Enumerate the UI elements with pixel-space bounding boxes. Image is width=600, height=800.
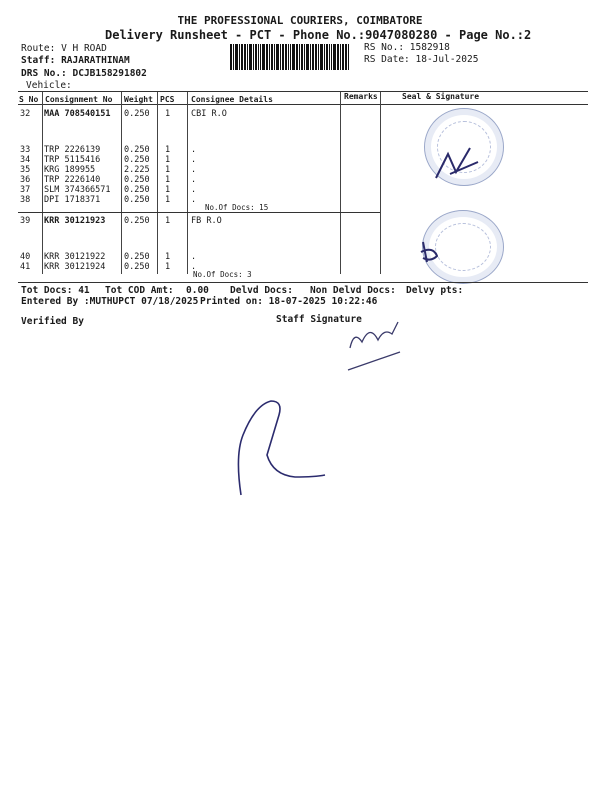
row-consignment: TRP 2226139 <box>44 145 101 155</box>
row-pcs: 1 <box>165 145 171 155</box>
rs-no-label: RS No.: <box>364 42 405 53</box>
row-consignee: FB R.O <box>191 216 222 226</box>
row-sno: 32 <box>20 109 31 119</box>
row-sno: 34 <box>20 155 31 165</box>
row-pcs: 1 <box>165 262 171 272</box>
col-sep-1 <box>42 92 43 274</box>
row-consignee: . <box>191 185 197 195</box>
row-weight: 0.250 <box>124 185 150 195</box>
col-consignee: Consignee Details <box>191 95 273 104</box>
col-weight: Weight <box>124 95 153 104</box>
row-consignee: . <box>191 145 197 155</box>
col-sep-4 <box>187 92 188 274</box>
row-pcs: 1 <box>165 216 171 226</box>
group-separator <box>18 212 380 213</box>
row-consignment: KRG 189955 <box>44 165 96 175</box>
totals-top-rule <box>18 282 588 283</box>
row-weight: 0.250 <box>124 216 150 226</box>
row-consignment: TRP 2226140 <box>44 175 101 185</box>
row-consignee: CBI R.O <box>191 109 227 119</box>
row-consignee: . <box>191 252 197 262</box>
row-pcs: 1 <box>165 109 171 119</box>
delivery-points: Delvy pts: <box>406 285 464 296</box>
row-consignee: . <box>191 155 197 165</box>
header-bottom-rule <box>18 104 588 105</box>
row-sno: 41 <box>20 262 31 272</box>
route-value: V H ROAD <box>61 43 107 54</box>
total-docs: Tot Docs: 41 <box>21 285 90 296</box>
rs-no-line <box>364 42 450 53</box>
row-sno: 35 <box>20 165 31 175</box>
rs-date-label: RS Date: <box>364 54 410 65</box>
drs-label: DRS No.: <box>21 68 67 79</box>
row-consignment: KRR 30121924 <box>44 262 106 272</box>
row-sno: 37 <box>20 185 31 195</box>
table-top-rule <box>18 91 588 92</box>
row-consignment: DPI 1718371 <box>44 195 101 205</box>
col-sep-2 <box>121 92 122 274</box>
row-pcs: 1 <box>165 252 171 262</box>
col-sep-6 <box>380 92 381 274</box>
row-weight: 0.250 <box>124 145 150 155</box>
staff-signature-mark <box>340 312 410 374</box>
row-consignment: TRP 5115416 <box>44 155 101 165</box>
row-pcs: 1 <box>165 175 171 185</box>
verified-by: Verified By <box>21 316 84 327</box>
row-consignment: KRR 30121922 <box>44 252 106 262</box>
barcode <box>230 44 355 70</box>
row-weight: 0.250 <box>124 252 150 262</box>
row-pcs: 1 <box>165 155 171 165</box>
row-pcs: 1 <box>165 165 171 175</box>
row-consignee: . <box>191 165 197 175</box>
row-weight: 0.250 <box>124 109 150 119</box>
col-remarks: Remarks <box>344 92 378 101</box>
row-weight: 0.250 <box>124 155 150 165</box>
row-weight: 0.250 <box>124 262 150 272</box>
group-docs-count: No.Of Docs: 15 <box>205 203 269 212</box>
printed-on: Printed on: 18-07-2025 10:22:46 <box>200 296 378 307</box>
row-pcs: 1 <box>165 185 171 195</box>
col-sep-3 <box>157 92 158 274</box>
row-sno: 38 <box>20 195 31 205</box>
row-consignment: SLM 374366571 <box>44 185 111 195</box>
row-sno: 39 <box>20 216 31 226</box>
row-weight: 0.250 <box>124 195 150 205</box>
company-name: THE PROFESSIONAL COURIERS, COIMBATORE <box>177 14 423 27</box>
row-consignment: MAA 708540151 <box>44 109 111 119</box>
signature-mark <box>415 238 455 268</box>
row-consignment: KRR 30121923 <box>44 216 106 226</box>
staff-signature-label: Staff Signature <box>276 314 362 325</box>
row-sno: 33 <box>20 145 31 155</box>
rs-no-value: 1582918 <box>409 42 450 53</box>
row-weight: 0.250 <box>124 175 150 185</box>
row-sno: 36 <box>20 175 31 185</box>
handwritten-signature <box>225 395 335 505</box>
staff-label: Staff: <box>21 55 56 66</box>
drs-line <box>21 68 147 79</box>
row-consignee: . <box>191 195 197 205</box>
staff-value: RAJARATHINAM <box>61 55 130 66</box>
row-pcs: 1 <box>165 195 171 205</box>
route-label: Route: <box>21 43 56 54</box>
total-cod-label: Tot COD Amt: <box>105 285 174 296</box>
entered-by: Entered By :MUTHUPCT 07/18/2025 <box>21 296 199 307</box>
drs-value: DCJB158291802 <box>72 68 147 79</box>
runsheet-title: Delivery Runsheet - PCT - Phone No.:9047080280 - Page No.:2 <box>105 28 532 42</box>
col-seal: Seal & Signature <box>402 92 480 101</box>
total-cod-value: 0.00 <box>186 285 209 296</box>
rs-date-value: 18-Jul-2025 <box>415 54 479 65</box>
route-line <box>21 43 107 54</box>
row-weight: 2.225 <box>124 165 150 175</box>
delivered-docs: Delvd Docs: <box>230 285 293 296</box>
non-delivered-docs: Non Delvd Docs: <box>310 285 396 296</box>
col-sep-5 <box>340 92 341 274</box>
row-sno: 40 <box>20 252 31 262</box>
rs-date-line <box>364 54 478 65</box>
signature-mark <box>430 140 490 190</box>
row-consignee: . <box>191 262 197 272</box>
col-consignment: Consignment No <box>45 95 113 104</box>
vehicle-label: Vehicle: <box>26 80 72 91</box>
staff-line <box>21 55 130 66</box>
group-docs-count: No.Of Docs: 3 <box>193 270 252 279</box>
col-pcs: PCS <box>160 95 175 104</box>
col-sno: S No <box>19 95 39 104</box>
row-consignee: . <box>191 175 197 185</box>
